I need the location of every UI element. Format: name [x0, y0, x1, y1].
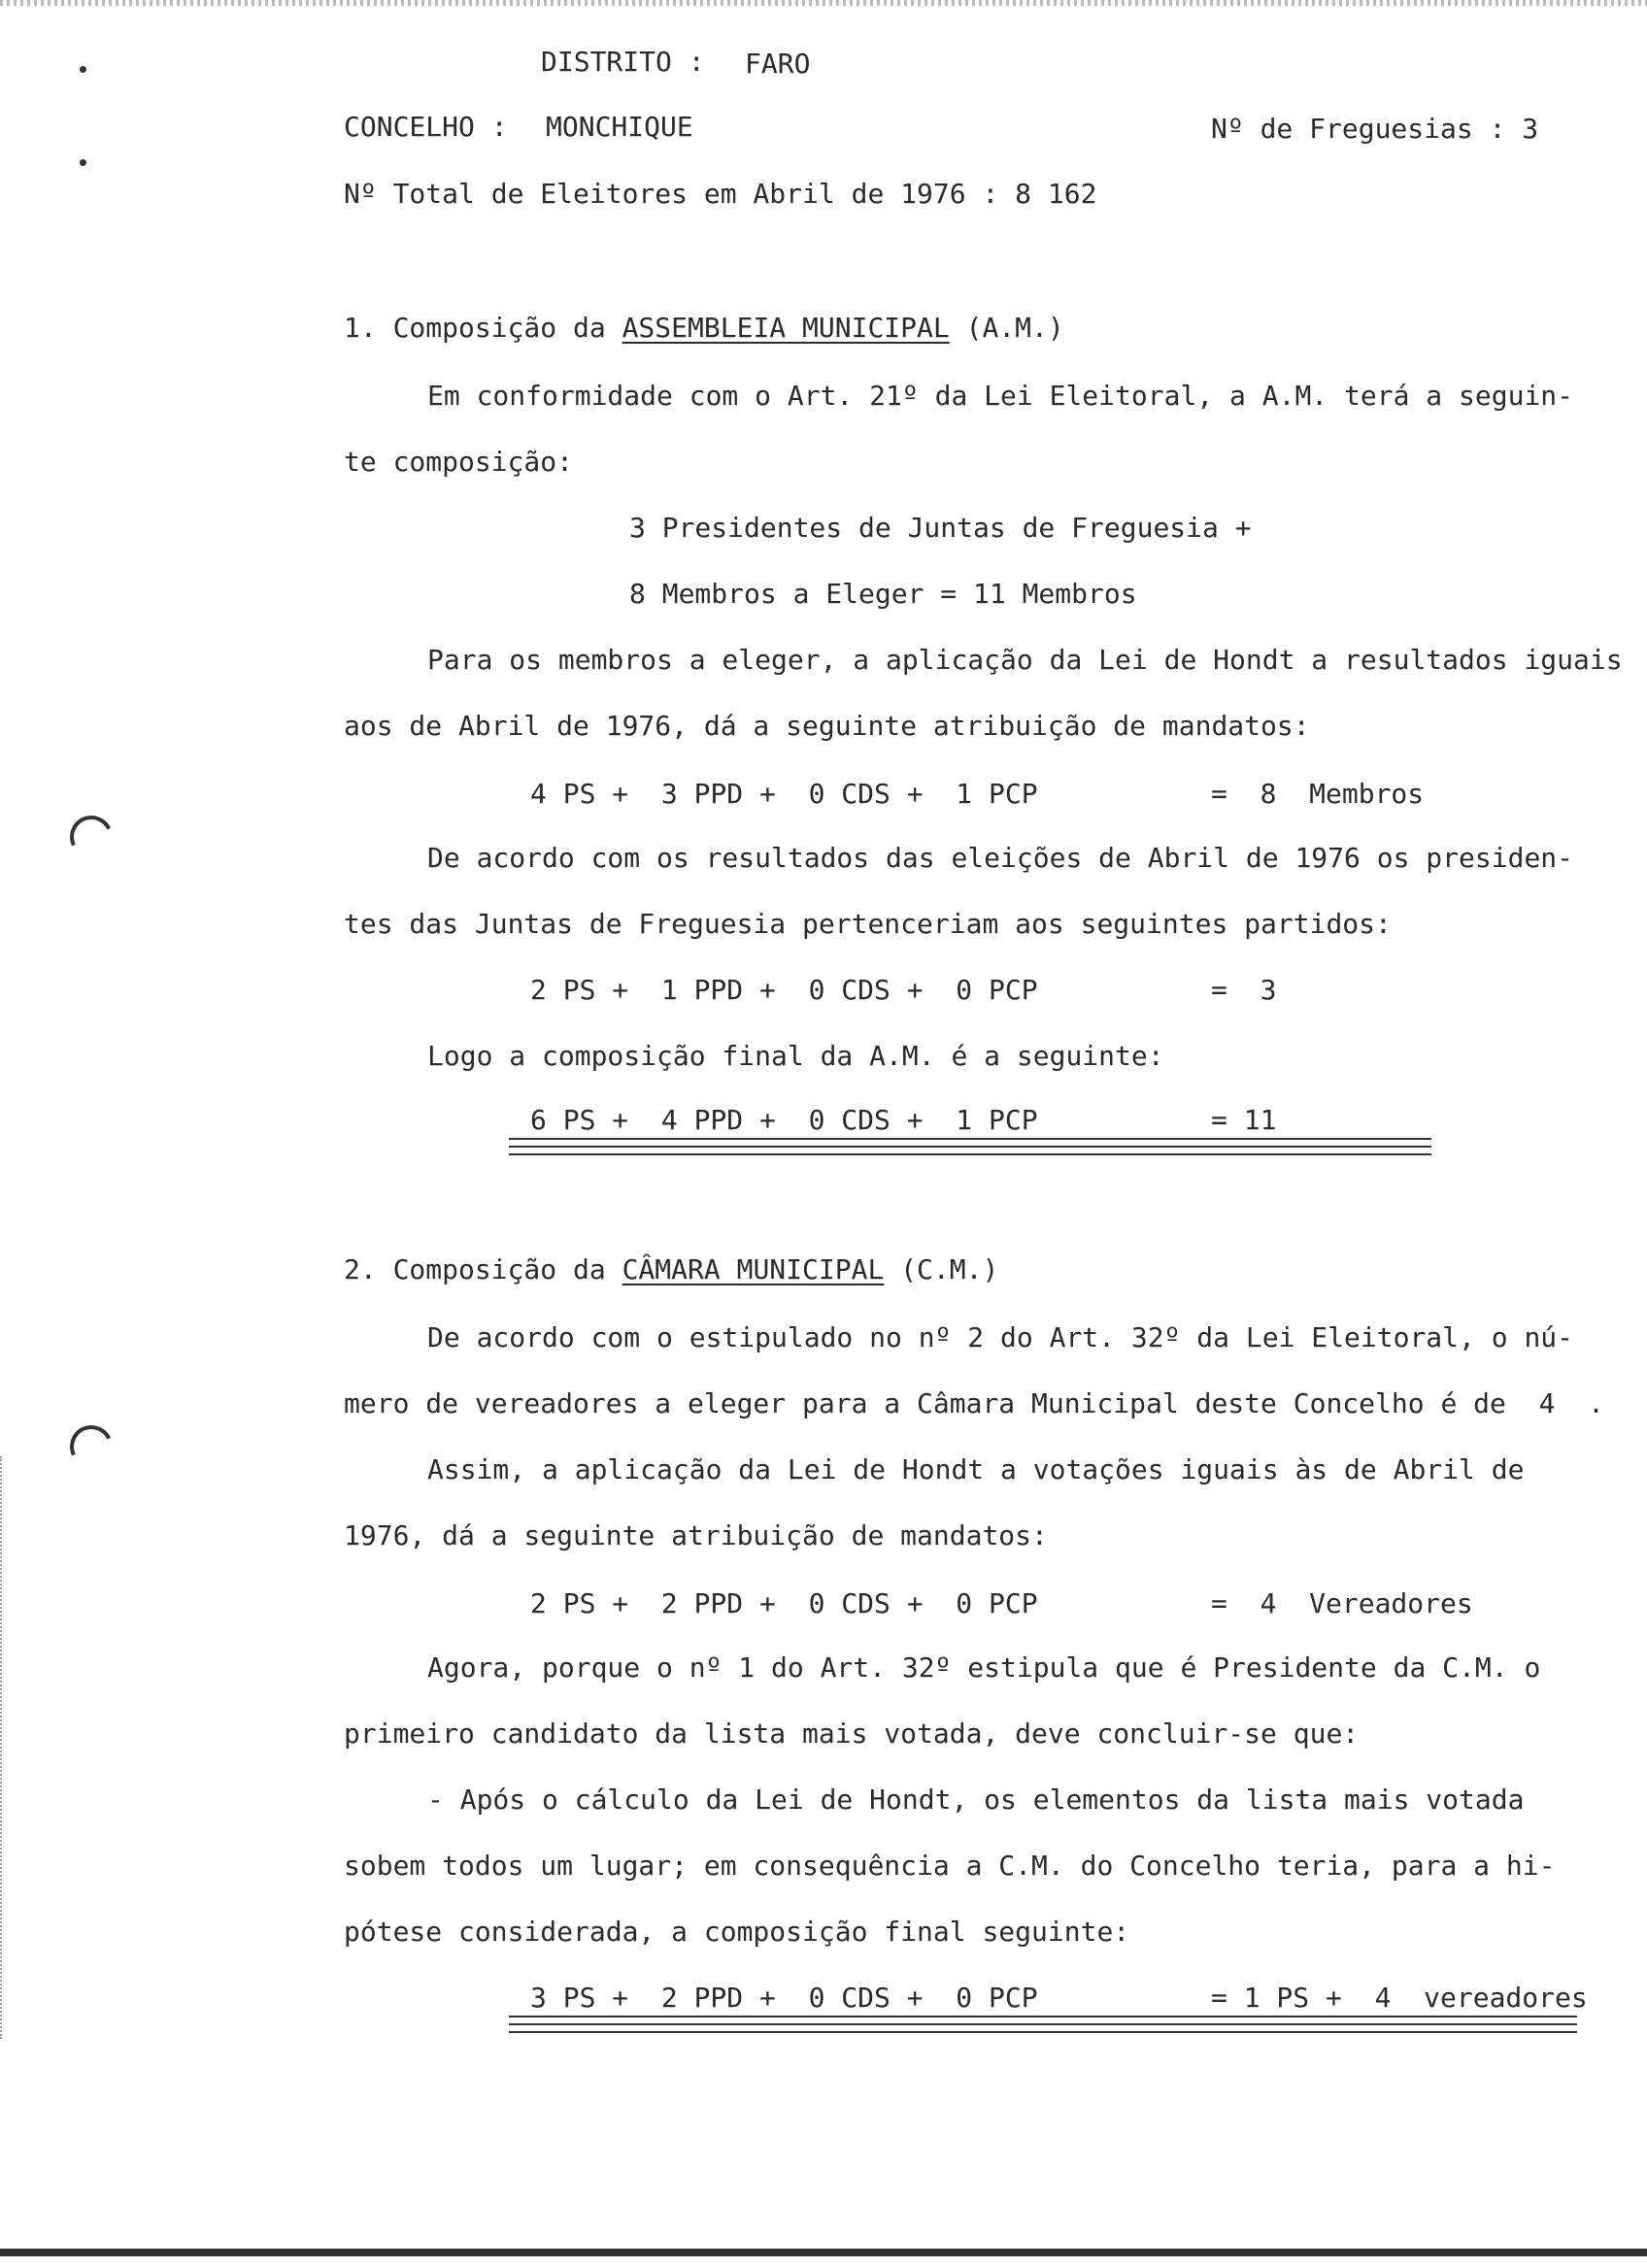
composition-line-1: 3 Presidentes de Juntas de Freguesia +	[629, 512, 1252, 544]
section-2-paragraph-4-cont-1: sobem todos um lugar; em consequência a C.M. do Concelho teria, para a hi-	[344, 1850, 1556, 1882]
freguesias-count: Nº de Freguesias : 3	[1211, 113, 1539, 145]
section-2-title-underlined: CÂMARA MUNICIPAL	[622, 1253, 885, 1285]
section-1-title: 1. Composição da ASSEMBLEIA MUNICIPAL (A.M.)	[344, 312, 1064, 344]
punch-hole-mark	[64, 810, 118, 864]
equation-4-left: 2 PS + 2 PPD + 0 CDS + 0 PCP	[530, 1587, 1038, 1619]
distrito-label: DISTRITO :	[541, 46, 705, 78]
composition-line-2: 8 Membros a Eleger = 11 Membros	[629, 578, 1137, 610]
section-1-paragraph-1: Em conformidade com o Art. 21º da Lei Eleitoral, a A.M. terá a seguin-	[427, 380, 1574, 412]
eleitores-total: Nº Total de Eleitores em Abril de 1976 : 8 162	[344, 178, 1097, 210]
scan-top-edge	[0, 0, 1647, 6]
section-2-paragraph-4-cont-2: pótese considerada, a composição final seguinte:	[344, 1916, 1130, 1948]
equation-5-left: 3 PS + 2 PPD + 0 CDS + 0 PCP	[530, 1982, 1038, 2014]
scan-dot	[80, 66, 86, 73]
concelho-value: MONCHIQUE	[546, 111, 693, 143]
section-1-paragraph-3: De acordo com os resultados das eleições de Abril de 1976 os presiden-	[427, 842, 1574, 874]
section-1-title-underlined: ASSEMBLEIA MUNICIPAL	[622, 312, 950, 344]
scan-dot	[80, 159, 86, 166]
equation-2-left: 2 PS + 1 PPD + 0 CDS + 0 PCP	[530, 974, 1038, 1006]
equation-2-right: = 3	[1211, 974, 1277, 1006]
equation-5-right: = 1 PS + 4 vereadores	[1211, 1982, 1588, 2014]
equation-3-left: 6 PS + 4 PPD + 0 CDS + 1 PCP	[530, 1104, 1038, 1136]
final-result-double-rule	[509, 2023, 1577, 2033]
equation-1-right: = 8 Membros	[1211, 778, 1425, 810]
result-underline	[509, 1138, 1431, 1140]
section-2-title: 2. Composição da CÂMARA MUNICIPAL (C.M.)	[344, 1253, 999, 1285]
equation-3-right: = 11	[1211, 1104, 1277, 1136]
section-2-paragraph-3-cont: primeiro candidato da lista mais votada, deve concluir-se que:	[344, 1718, 1360, 1750]
section-2-paragraph-1-cont: mero de vereadores a eleger para a Câmara Municipal deste Concelho é de 4 .	[344, 1387, 1605, 1419]
result-double-rule	[509, 1146, 1431, 1155]
concelho-label: CONCELHO :	[344, 111, 508, 143]
section-2-paragraph-2-cont: 1976, dá a seguinte atribuição de mandatos:	[344, 1519, 1048, 1551]
section-1-paragraph-3-cont: tes das Juntas de Freguesia pertenceriam aos seguintes partidos:	[344, 908, 1392, 940]
section-2-paragraph-4: - Após o cálculo da Lei de Hondt, os elementos da lista mais votada	[427, 1784, 1525, 1816]
section-2-paragraph-1: De acordo com o estipulado no nº 2 do Art. 32º da Lei Eleitoral, o nú-	[427, 1321, 1574, 1353]
punch-hole-mark	[64, 1419, 118, 1474]
section-1-paragraph-4: Logo a composição final da A.M. é a seguinte:	[427, 1040, 1164, 1072]
section-1-paragraph-2-cont: aos de Abril de 1976, dá a seguinte atribuição de mandatos:	[344, 710, 1310, 742]
scan-bottom-edge	[0, 2249, 1647, 2256]
final-result-underline	[509, 2016, 1577, 2018]
distrito-value: FARO	[745, 48, 811, 80]
section-1-paragraph-1-cont: te composição:	[344, 446, 574, 478]
equation-1-left: 4 PS + 3 PPD + 0 CDS + 1 PCP	[530, 778, 1038, 810]
equation-4-right: = 4 Vereadores	[1211, 1587, 1473, 1619]
section-1-paragraph-2: Para os membros a eleger, a aplicação da Lei de Hondt a resultados iguais	[427, 644, 1623, 676]
scan-left-edge	[0, 1456, 8, 2039]
section-2-paragraph-2: Assim, a aplicação da Lei de Hondt a votações iguais às de Abril de	[427, 1453, 1525, 1485]
section-2-paragraph-3: Agora, porque o nº 1 do Art. 32º estipula que é Presidente da C.M. o	[427, 1651, 1541, 1684]
